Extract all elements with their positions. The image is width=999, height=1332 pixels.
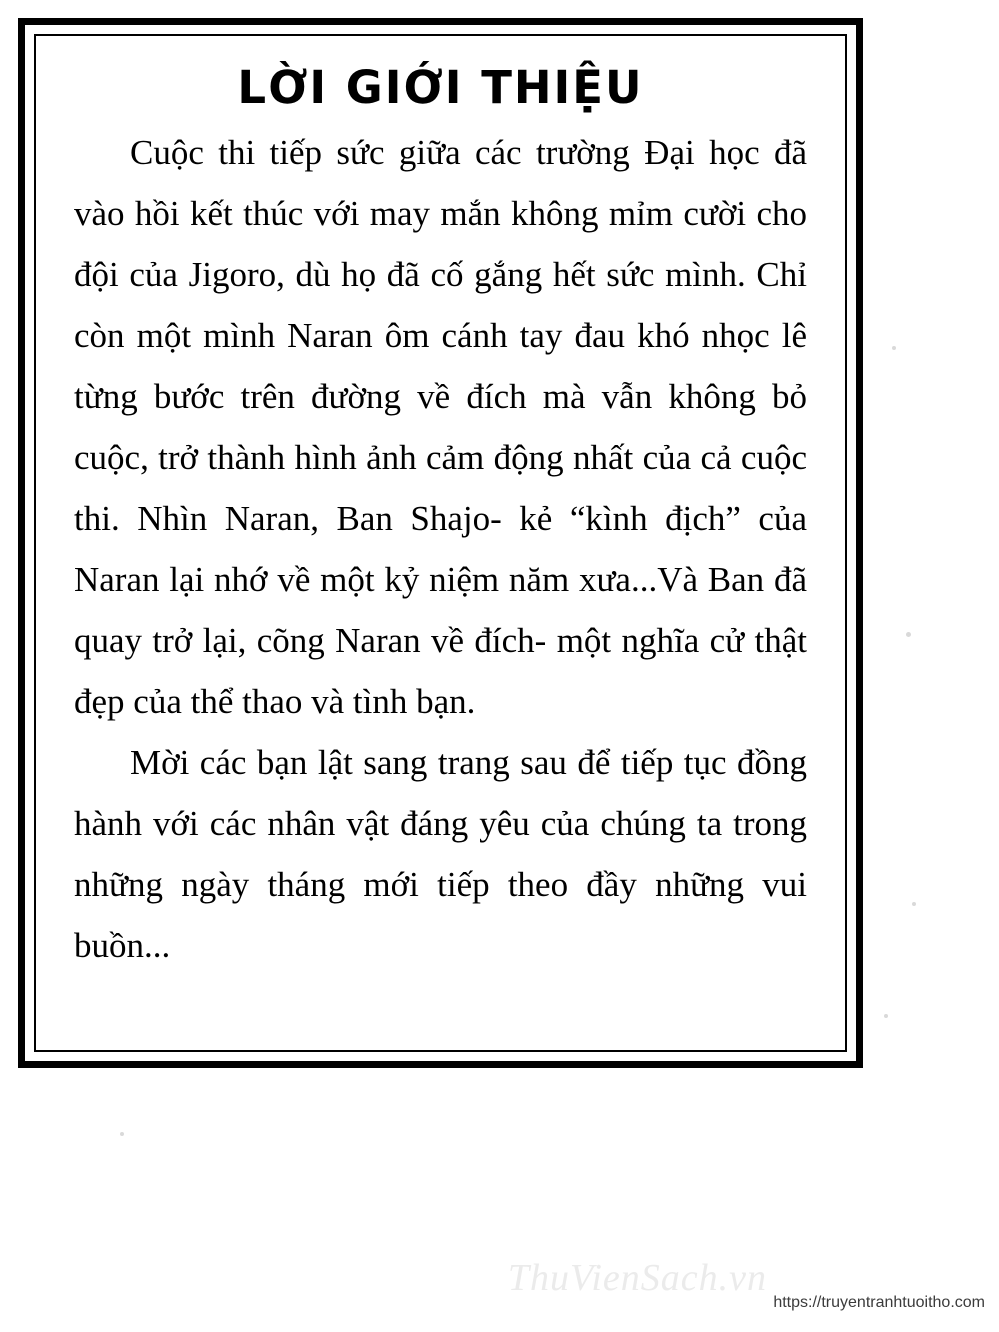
page-border-outer <box>18 18 863 1068</box>
page-footer <box>0 1258 999 1318</box>
scan-speck <box>884 1014 888 1018</box>
paragraph-1-text: Cuộc thi tiếp sức giữa các trường Đại học đã vào hồi kết thúc với may mắn không mỉm cười cho đội của Jigoro, dù họ đã cố gắng hết sức mình. Chỉ còn một mình Naran ôm cánh tay đau khó nhọc lê từng bước trên đường về đích mà vẫn không bỏ cuộc, trở thành hình ảnh cảm động nhất của cả cuộc thi. Nhìn Naran, Ban Shajo- kẻ “kình địch” của Naran lại nhớ về một kỷ niệm năm xưa...Và Ban đã quay trở lại, cõng Naran về đích- một nghĩa cử thật đẹp của thể thao và tình bạn. <box>74 132 807 721</box>
watermark-text: ThuVienSach.vn <box>507 1257 767 1299</box>
body-paragraph-1 <box>74 122 807 732</box>
page-title: LỜI GIỚI THIỆU <box>237 61 644 114</box>
scan-speck <box>912 902 916 906</box>
scan-speck <box>120 1132 124 1136</box>
scan-speck <box>892 346 896 350</box>
page-content <box>36 36 845 1050</box>
scan-speck <box>906 632 911 637</box>
body-paragraph-2 <box>74 732 807 976</box>
page-border-inner <box>34 34 847 1052</box>
paragraph-2-text: Mời các bạn lật sang trang sau để tiếp tục đồng hành với các nhân vật đáng yêu của chúng ta trong những ngày tháng mới tiếp theo đầy những vui buồn... <box>74 742 807 965</box>
source-url: https://truyentranhtuoitho.com <box>773 1294 985 1311</box>
